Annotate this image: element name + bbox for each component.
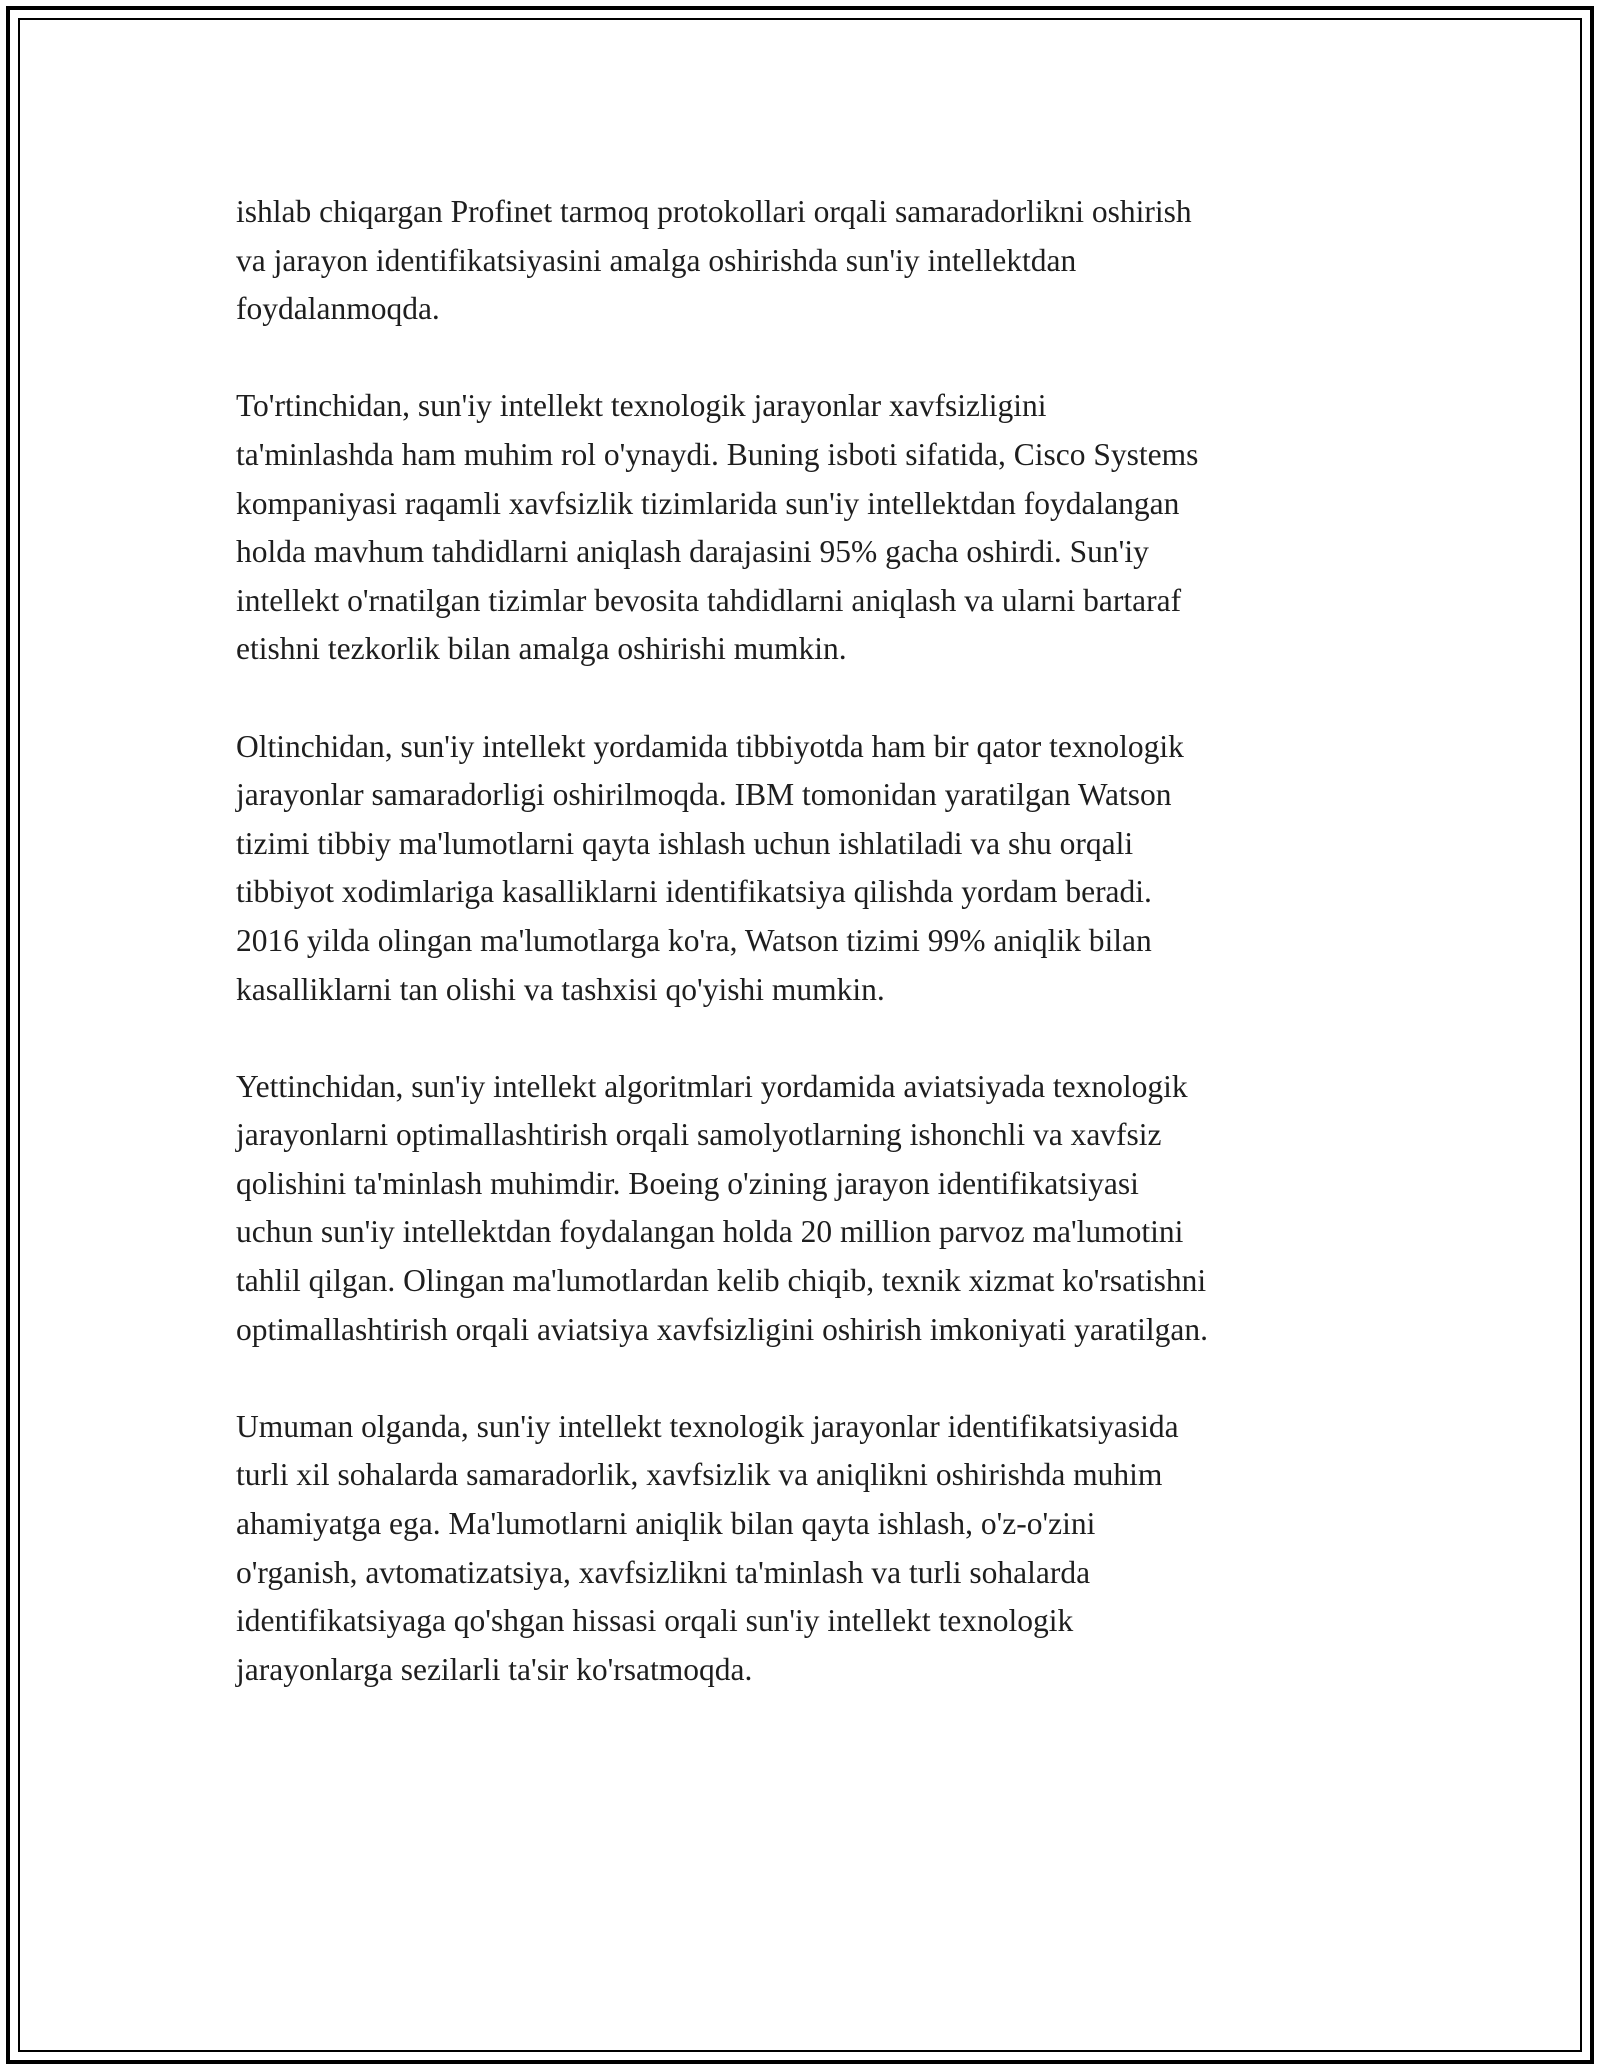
- text-line: Oltinchidan, sun'iy intellekt yordamida tibbiyotda ham bir qator texnologik: [236, 728, 1184, 764]
- paragraph-continuation: [236, 188, 1376, 334]
- text-line: ishlab chiqargan Profinet tarmoq protokollari orqali samaradorlikni oshirish: [236, 194, 1192, 229]
- text-line: 2016 yilda olingan ma'lumotlarga ko'ra, Watson tizimi 99% aniqlik bilan: [236, 922, 1152, 958]
- text-line: intellekt o'rnatilgan tizimlar bevosita tahdidlarni aniqlash va ularni bartaraf: [236, 582, 1182, 618]
- text-line: jarayonlarga sezilarli ta'sir ko'rsatmoqda.: [236, 1651, 753, 1687]
- text-line: jarayonlarni optimallashtirish orqali samolyotlarning ishonchli va xavfsiz: [236, 1117, 1162, 1153]
- text-line: jarayonlar samaradorligi oshirilmoqda. IBM tomonidan yaratilgan Watson: [236, 777, 1172, 813]
- text-line: turli xil sohalarda samaradorlik, xavfsizlik va aniqlikni oshirishda muhim: [236, 1457, 1163, 1493]
- text-line: etishni tezkorlik bilan amalga oshirishi mumkin.: [236, 631, 847, 667]
- text-line: foydalanmoqda.: [236, 291, 440, 327]
- paragraph-seventh-point: [236, 1063, 1376, 1355]
- text-line: holda mavhum tahdidlarni aniqlash darajasini 95% gacha oshirdi. Sun'iy: [236, 534, 1149, 570]
- text-line: qolishini ta'minlash muhimdir. Boeing o'zining jarayon identifikatsiyasi: [236, 1165, 1139, 1201]
- text-line: optimallashtirish orqali aviatsiya xavfsizligini oshirish imkoniyati yaratilgan.: [236, 1311, 1208, 1347]
- text-line: identifikatsiyaga qo'shgan hissasi orqali sun'iy intellekt texnologik: [236, 1603, 1074, 1639]
- text-line: tahlil qilgan. Olingan ma'lumotlardan kelib chiqib, texnik xizmat ko'rsatishni: [236, 1263, 1207, 1299]
- text-line: tizimi tibbiy ma'lumotlarni qayta ishlash uchun ishlatiladi va shu orqali: [236, 825, 1134, 861]
- paragraph-sixth-point: [236, 723, 1376, 1015]
- text-line: va jarayon identifikatsiyasini amalga oshirishda sun'iy intellektdan: [236, 242, 1077, 278]
- text-line: tibbiyot xodimlariga kasalliklarni identifikatsiya qilishda yordam beradi.: [236, 874, 1152, 910]
- document-body: [236, 188, 1376, 1743]
- paragraph-fourth-point: [236, 382, 1376, 674]
- paragraph-conclusion: [236, 1403, 1376, 1695]
- text-line: ta'minlashda ham muhim rol o'ynaydi. Buning isboti sifatida, Cisco Systems: [236, 436, 1199, 472]
- text-line: kasalliklarni tan olishi va tashxisi qo'yishi mumkin.: [236, 971, 885, 1007]
- text-line: Umuman olganda, sun'iy intellekt texnologik jarayonlar identifikatsiyasida: [236, 1408, 1179, 1444]
- text-line: kompaniyasi raqamli xavfsizlik tizimlarida sun'iy intellektdan foydalangan: [236, 485, 1180, 521]
- text-line: To'rtinchidan, sun'iy intellekt texnologik jarayonlar xavfsizligini: [236, 388, 1047, 424]
- text-line: ahamiyatga ega. Ma'lumotlarni aniqlik bilan qayta ishlash, o'z-o'zini: [236, 1506, 1096, 1542]
- text-line: Yettinchidan, sun'iy intellekt algoritmlari yordamida aviatsiyada texnologik: [236, 1068, 1188, 1104]
- text-line: o'rganish, avtomatizatsiya, xavfsizlikni ta'minlash va turli sohalarda: [236, 1554, 1091, 1590]
- text-line: uchun sun'iy intellektdan foydalangan holda 20 million parvoz ma'lumotini: [236, 1214, 1184, 1250]
